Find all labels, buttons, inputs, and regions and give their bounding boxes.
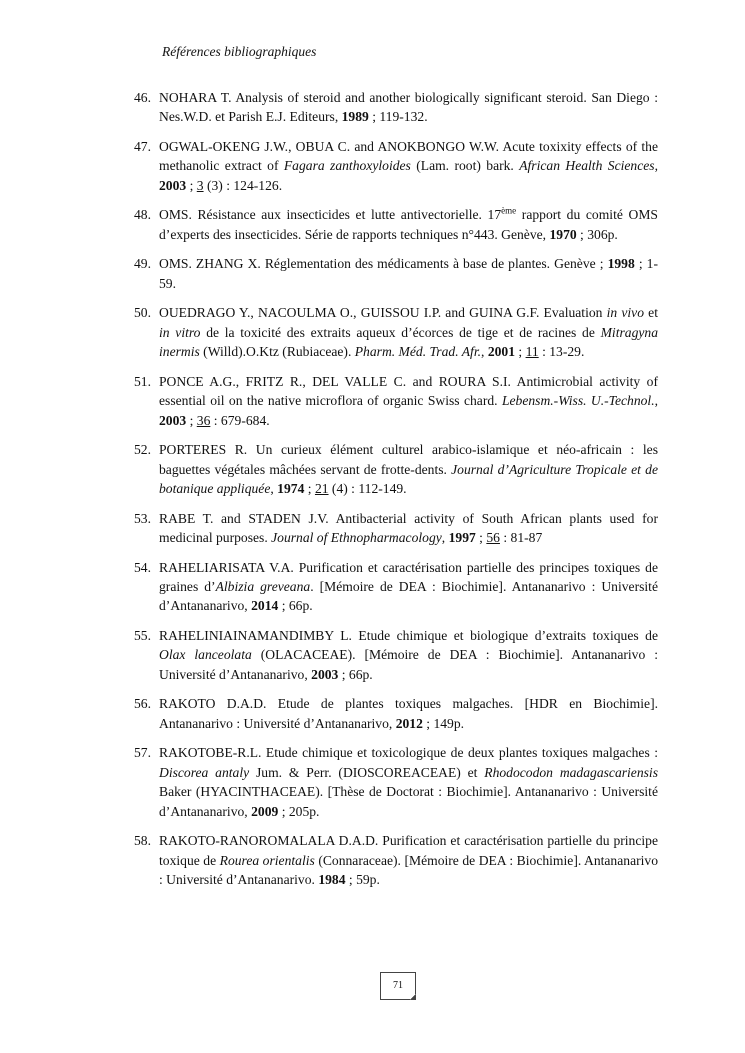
reference-item (134, 88, 658, 127)
reference-segment: ; 306p. (576, 226, 618, 242)
reference-segment: RAHELIARISATA V.A. Purification et caractérisation partielle des principes toxiques de graines d’ (159, 559, 658, 595)
reference-segment: ; 66p. (338, 666, 373, 682)
reference-number: 52. (134, 442, 151, 458)
reference-segment: , (654, 158, 658, 174)
reference-segment: , (654, 393, 658, 409)
reference-segment: 2003 (159, 177, 187, 193)
reference-segment: 1974 (277, 481, 305, 497)
reference-segment: 56 (486, 530, 500, 546)
reference-number: 46. (134, 90, 151, 105)
reference-segment: Journal of Ethnopharmacology (271, 530, 442, 546)
reference-segment: 1970 (549, 226, 577, 242)
reference-segment: 1997 (448, 530, 476, 546)
running-header: Références bibliographiques (162, 44, 317, 59)
reference-segment: in vitro (159, 324, 201, 340)
reference-text (159, 511, 658, 545)
reference-text (159, 256, 658, 290)
reference-item (134, 831, 658, 889)
reference-segment: 2001 (487, 344, 515, 360)
reference-segment: : 679-684. (210, 412, 270, 428)
reference-segment: 1989 (341, 109, 369, 125)
reference-segment: , (270, 481, 278, 497)
reference-number: 49. (134, 256, 151, 272)
reference-segment: : 81-87 (499, 530, 543, 546)
reference-segment: ; (515, 344, 526, 360)
reference-item (134, 137, 658, 195)
reference-text (159, 90, 658, 124)
reference-item (134, 254, 658, 293)
reference-segment: (3) : 124-126. (203, 177, 283, 193)
reference-segment: et (644, 305, 658, 321)
reference-segment: . [Mémoire de DEA : Biochimie]. Antananarivo : Université d’Antananarivo, (159, 579, 658, 614)
reference-segment: 21 (314, 481, 329, 497)
reference-segment: Fagara zanthoxyloides (283, 158, 411, 174)
reference-segment: RAHELINIAINAMANDIMBY L. Etude chimique et biologique d’extraits toxiques de (159, 628, 658, 644)
reference-segment: ; (304, 481, 315, 497)
reference-segment: (4) : 112-149. (328, 481, 407, 497)
reference-number: 55. (134, 628, 151, 644)
reference-segment: RAKOTO-RANOROMALALA D.A.D. Purification et caractérisation partielle du principe toxique de (159, 833, 658, 868)
reference-segment: ; 66p. (278, 598, 313, 614)
reference-segment: 1998 (607, 256, 635, 272)
reference-item (134, 509, 658, 548)
reference-segment: Lebensm.-Wiss. U.-Technol. (501, 393, 655, 409)
reference-number: 51. (134, 373, 151, 389)
reference-item (134, 558, 658, 616)
reference-item (134, 303, 658, 361)
reference-segment: Olax lanceolata (159, 647, 252, 663)
reference-item (134, 205, 658, 244)
reference-segment: African Health Sciences (519, 158, 655, 174)
reference-text (159, 560, 658, 614)
page-number: 71 (380, 972, 416, 1000)
reference-segment: Rourea orientalis (219, 852, 315, 868)
reference-segment: OUEDRAGO Y., NACOULMA O., GUISSOU I.P. and GUINA G.F. Evaluation (159, 305, 607, 321)
reference-text (159, 833, 658, 887)
reference-number: 57. (134, 745, 151, 761)
reference-segment: Albizia greveana (215, 579, 311, 595)
reference-number: 53. (134, 510, 151, 526)
reference-segment: (Connaraceae). [Mémoire de DEA : Biochimie]. Antananarivo : Université d’Antananarivo. (159, 852, 658, 888)
reference-segment: in vivo (606, 305, 645, 321)
reference-segment: : 13-29. (538, 344, 585, 360)
reference-number: 58. (134, 833, 151, 849)
reference-item (134, 440, 658, 498)
reference-segment: ; (186, 412, 197, 428)
reference-text (159, 139, 658, 193)
reference-segment: Baker (HYACINTHACEAE). [Thèse de Doctorat : Biochimie]. Antananarivo : Université d’Antananarivo, (159, 784, 658, 819)
reference-number: 54. (134, 559, 151, 575)
reference-segment: 2012 (395, 715, 423, 731)
reference-segment: de la toxicité des extraits aqueux d’écorces de tige et de racines de (200, 324, 601, 340)
reference-segment: (Lam. root) bark. (410, 158, 520, 174)
reference-number: 48. (134, 207, 151, 223)
reference-segment: 2009 (251, 803, 279, 819)
reference-item (134, 372, 658, 430)
reference-number: 56. (134, 696, 151, 712)
reference-item (134, 694, 658, 733)
reference-text (159, 442, 658, 496)
reference-number: 50. (134, 305, 151, 321)
reference-text (159, 628, 658, 682)
reference-segment: , (481, 344, 488, 360)
reference-segment: ; (475, 530, 487, 546)
reference-segment: 2014 (251, 598, 279, 614)
reference-segment: 11 (525, 344, 539, 360)
reference-text (159, 374, 658, 428)
reference-text (159, 745, 658, 818)
reference-segment: ; (186, 177, 197, 193)
reference-number: 47. (134, 139, 151, 154)
reference-text (159, 696, 658, 730)
reference-segment: NOHARA T. Analysis of steroid and another biologically significant steroid. San Diego : Nes.W.D. et Parish E.J. Editeurs, (159, 90, 658, 125)
reference-text (159, 207, 658, 241)
reference-item (134, 743, 658, 821)
reference-list (134, 88, 658, 900)
reference-segment: ème (501, 205, 517, 216)
reference-segment: ; 59p. (345, 872, 380, 888)
reference-segment: OGWAL-OKENG J.W., OBUA C. and ANOKBONGO W.W. Acute toxixity effects of the methanolic extract of (159, 139, 658, 174)
reference-segment: Pharm. Méd. Trad. Afr. (354, 344, 482, 360)
reference-segment: (OLACACEAE). [Mémoire de DEA : Biochimie]. Antananarivo : Université d’Antananarivo, (159, 647, 658, 682)
reference-segment: PONCE A.G., FRITZ R., DEL VALLE C. and ROURA S.I. Antimicrobial activity of essential oil on the native microflora of organic Swiss chard. (159, 373, 658, 409)
reference-segment: ; 149p. (422, 715, 465, 731)
reference-segment: Jum. & Perr. (DIOSCOREACEAE) et (249, 764, 485, 780)
reference-segment: 2003 (159, 412, 187, 428)
reference-segment: Mitragyna inermis (159, 324, 658, 360)
reference-segment: OMS. Résistance aux insecticides et lutte antivectorielle. 17 (159, 207, 502, 223)
reference-segment: Journal d’Agriculture Tropicale et de botanique appliquée (159, 461, 659, 497)
reference-segment: 1984 (318, 872, 346, 888)
reference-segment: ; 1-59. (159, 256, 658, 291)
reference-segment: 2003 (311, 666, 339, 682)
reference-segment: Discorea antaly (159, 764, 250, 780)
reference-segment: PORTERES R. Un curieux élément culturel arabico-islamique et néo-africain : les baguettes végétales mâchées servant de frotte-dents. (159, 442, 658, 477)
reference-segment: RAKOTO D.A.D. Etude de plantes toxiques malgaches. [HDR en Biochimie]. Antananarivo : Université d’Antananarivo, (159, 696, 658, 731)
reference-segment: Rhodocodon madagascariensis (484, 764, 658, 780)
reference-segment: RAKOTOBE-R.L. Etude chimique et toxicologique de deux plantes toxiques malgaches : (159, 745, 658, 761)
reference-segment: ; 119-132. (368, 109, 428, 125)
reference-segment: rapport du comité OMS d’experts des insecticides. Série de rapports techniques n°443. Genève, (159, 207, 658, 242)
reference-segment: 36 (196, 412, 211, 428)
reference-item (134, 626, 658, 684)
reference-segment: (Willd).O.Ktz (Rubiaceae). (199, 344, 355, 360)
reference-segment: RABE T. and STADEN J.V. Antibacterial activity of South African plants used for medicinal purposes. (159, 510, 658, 546)
reference-text (159, 305, 658, 359)
reference-segment: ; 205p. (278, 803, 320, 819)
reference-segment: 3 (196, 177, 204, 193)
reference-segment: OMS. ZHANG X. Réglementation des médicaments à base de plantes. Genève ; (159, 256, 608, 272)
reference-segment: , (441, 530, 449, 546)
